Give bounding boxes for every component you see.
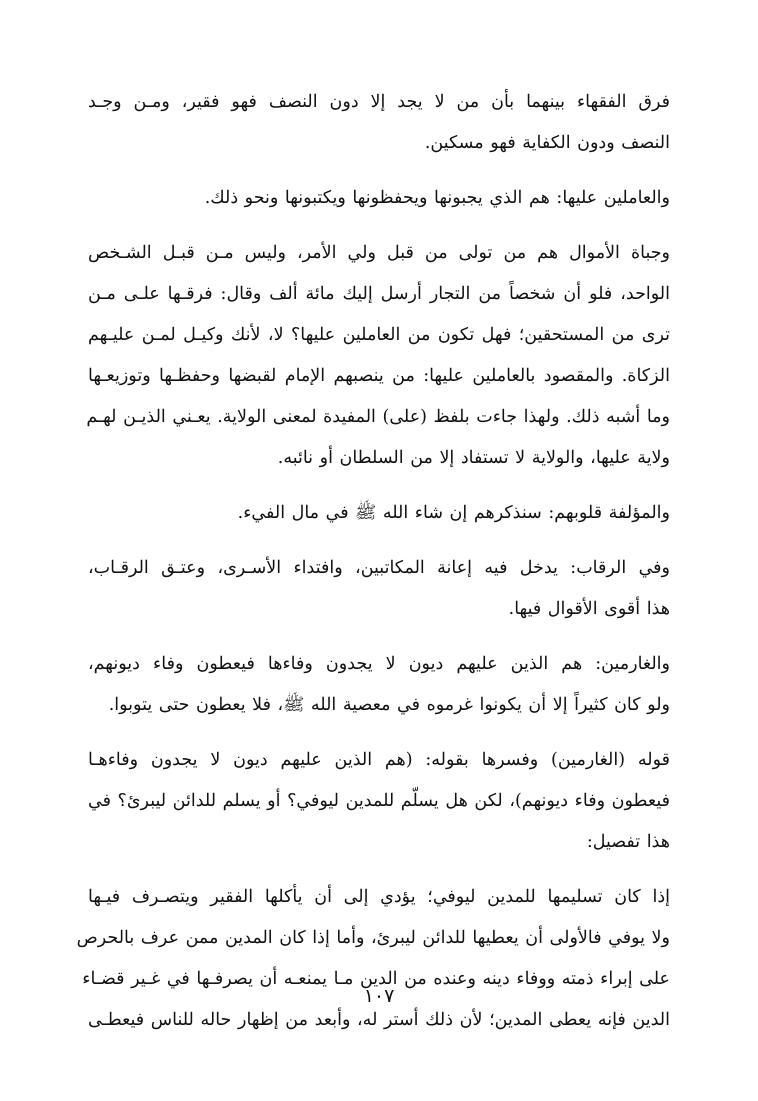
- paragraph-debtors: [88, 644, 670, 726]
- text-line: وجباة الأموال هم من تولى من قبل ولي الأمر، وليس مـن قبـل الشـخص: [88, 243, 670, 263]
- text-line: هذا أقوى الأقوال فيها.: [508, 599, 670, 619]
- text-line: فرق الفقهاء بينهما بأن من لا يجد إلا دون النصف فهو فقير، ومـن وجـد: [88, 92, 670, 112]
- text-line: فيعطون وفاء ديونهم)، لكن هل يسلّم للمدين ليوفي؟ أو يسلم للدائن ليبرئ؟ في: [88, 791, 670, 811]
- page-body: [76, 82, 670, 1055]
- text-line: على إبراء ذمته ووفاء دينه وعنده من الدين مـا يمنعـه أن يصرفـها في غـير قضـاء: [82, 969, 670, 989]
- paragraph-debt-detail: [76, 877, 670, 1041]
- text-line: الواحد، فلو أن شخصاً من التجار أرسل إليك مائة ألف وقال: فرقـها علـى مـن: [88, 284, 670, 304]
- text-line: ولو كان كثيراً إلا أن يكونوا غرموه في معصية الله ﷺ، فلا يعطون حتى يتوبوا.: [108, 695, 670, 715]
- text-line: والعاملين عليها: هم الذي يجبونها ويحفظونها ويكتبونها ونحو ذلك.: [204, 188, 670, 208]
- text-line: والغارمين: هم الذين عليهم ديون لا يجدون وفاءها فيعطون وفاء ديونهم،: [88, 654, 670, 674]
- paragraph-hearts-reconciled: [88, 493, 670, 534]
- paragraph-wealth-collectors: [88, 233, 670, 479]
- page-number: ١٠٧: [363, 985, 395, 1007]
- text-line: وفي الرقاب: يدخل فيه إعانة المكاتبين، وافتداء الأسـرى، وعتـق الرقـاب،: [88, 558, 670, 578]
- paragraph-poor-definition: [88, 82, 670, 164]
- text-line: الدين فإنه يعطى المدين؛ لأن ذلك أستر له، وأبعد من إظهار حاله للناس فيعطـى: [88, 1010, 670, 1030]
- text-line: الزكاة. والمقصود بالعاملين عليها: من ينصبهم الإمام لقبضها وحفظـها وتوزيعـها: [88, 366, 670, 386]
- text-line: ترى من المستحقين؛ فهل تكون من العاملين عليها؟ لا، لأنك وكيـل لمـن عليـهم: [88, 325, 670, 345]
- paragraph-debtors-explanation: [88, 740, 670, 863]
- text-line: والمؤلفة قلوبهم: سنذكرهم إن شاء الله ﷺ في مال الفيء.: [237, 503, 670, 523]
- text-line: قوله (الغارمين) وفسرها بقوله: (هم الذين عليهم ديون لا يجدون وفاءهـا: [88, 750, 670, 770]
- paragraph-slaves: [88, 548, 670, 630]
- text-line: هذا تفصيل:: [586, 832, 670, 852]
- text-line: النصف ودون الكفاية فهو مسكين.: [424, 133, 670, 153]
- text-line: ولاية عليها، والولاية لا تستفاد إلا من السلطان أو نائبه.: [277, 448, 670, 468]
- text-line: ولا يوفي فالأولى أن يعطيها للدائن ليبرئ، وأما إذا كان المدين ممن عرف بالحرص: [76, 928, 670, 948]
- text-line: إذا كان تسليمها للمدين ليوفي؛ يؤدي إلى أن يأكلها الفقير ويتصـرف فيـها: [88, 887, 670, 907]
- text-line: وما أشبه ذلك. ولهذا جاءت بلفظ (على) المفيدة لمعنى الولاية. يعـني الذيـن لهـم: [86, 407, 670, 427]
- paragraph-collectors: [88, 178, 670, 219]
